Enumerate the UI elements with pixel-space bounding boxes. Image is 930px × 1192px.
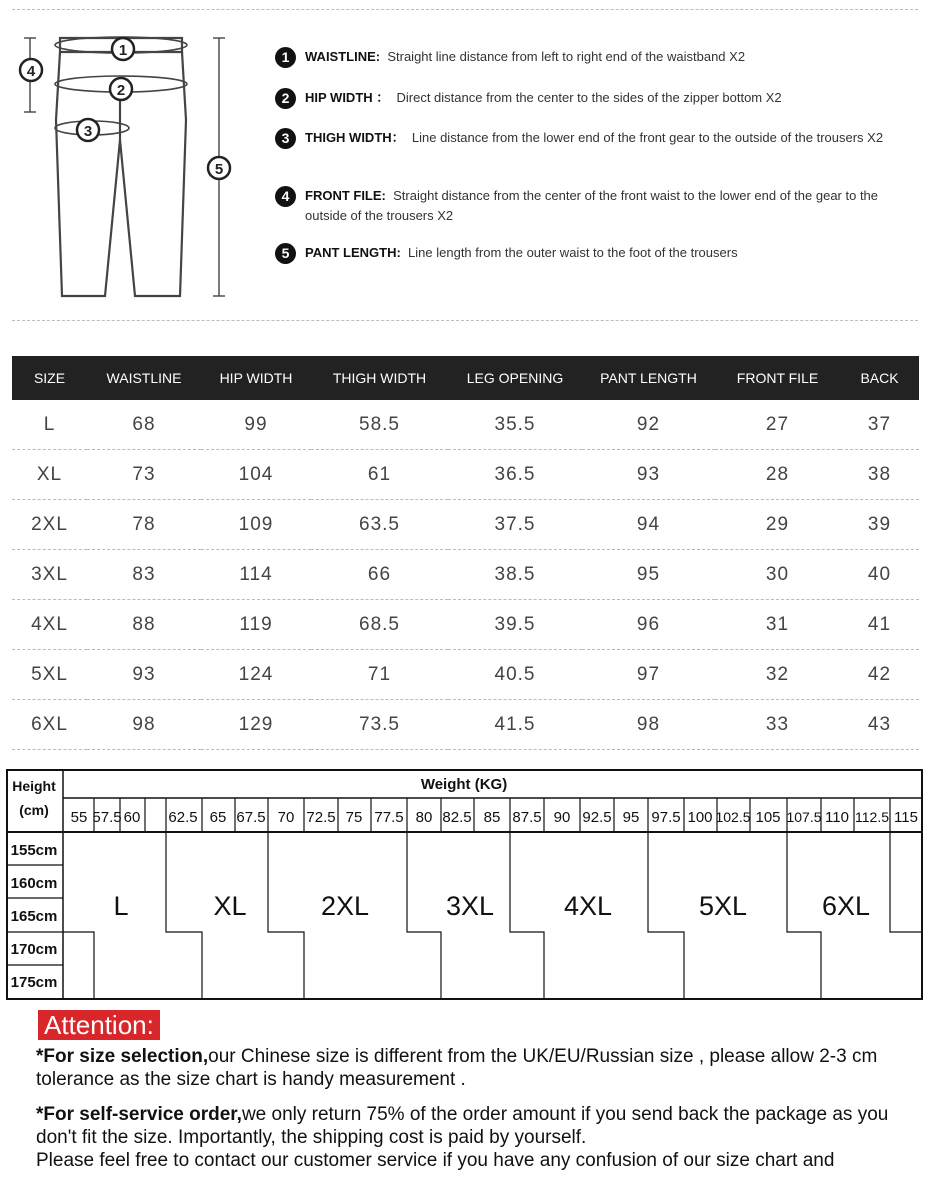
table-cell: 71: [311, 650, 448, 700]
table-cell: 6XL: [12, 700, 87, 750]
table-cell: 78: [87, 500, 201, 550]
measurement-label: PANT LENGTH:: [305, 245, 401, 260]
weight-label: 110: [825, 809, 849, 826]
table-cell: 98: [582, 700, 715, 750]
weight-label: 82.5: [442, 809, 472, 826]
column-header: HIP WIDTH: [201, 356, 311, 400]
table-cell: 28: [715, 450, 840, 500]
size-region-label: 5XL: [698, 891, 748, 921]
table-cell: 39.5: [448, 600, 582, 650]
table-cell: 2XL: [12, 500, 87, 550]
number-1-icon: 1: [275, 47, 296, 68]
table-cell: 119: [201, 600, 311, 650]
weight-label: 107.5: [786, 809, 822, 825]
weight-label: 70: [277, 809, 295, 826]
table-cell: 40: [840, 550, 919, 600]
weight-label: 62.5: [168, 809, 198, 826]
paragraph-bold-lead: *For self-service order,: [36, 1104, 242, 1125]
number-5-icon: 5: [275, 243, 296, 264]
height-label: 160cm: [10, 875, 58, 892]
weight-label: 102.5: [715, 809, 751, 825]
table-cell: 61: [311, 450, 448, 500]
table-cell: 31: [715, 600, 840, 650]
table-cell: 35.5: [448, 400, 582, 450]
table-cell: 39: [840, 500, 919, 550]
table-cell: 38: [840, 450, 919, 500]
height-weight-grid: [6, 769, 924, 1001]
number-3-icon: 3: [275, 128, 296, 149]
measurement-thigh-width: [275, 128, 915, 148]
paragraph-bold-lead: *For size selection,: [36, 1046, 209, 1067]
table-cell: 88: [87, 600, 201, 650]
column-header: PANT LENGTH: [582, 356, 715, 400]
table-cell: 32: [715, 650, 840, 700]
table-cell: 68.5: [311, 600, 448, 650]
table-header-row: [12, 356, 919, 400]
measurement-text: Line length from the outer waist to the foot of the trousers: [408, 245, 738, 260]
weight-label: 55: [70, 809, 88, 826]
size-region-label: XL: [213, 891, 247, 921]
measurement-label: FRONT FILE:: [305, 188, 386, 203]
table-cell: 129: [201, 700, 311, 750]
weight-label: 90: [553, 809, 571, 826]
height-header: Height: [12, 778, 56, 794]
table-cell: 68: [87, 400, 201, 450]
svg-text:3: 3: [83, 123, 93, 140]
table-cell: 63.5: [311, 500, 448, 550]
attention-paragraph-2: [36, 1103, 916, 1149]
paragraph-text: Please feel free to contact our customer service if you have any confusion of our size chart and: [36, 1150, 835, 1171]
table-row: [12, 550, 919, 600]
measurement-label: WAISTLINE:: [305, 49, 381, 64]
measurement-label: THIGH WIDTH：: [305, 130, 405, 145]
table-cell: 83: [87, 550, 201, 600]
table-cell: 96: [582, 600, 715, 650]
column-header: WAISTLINE: [87, 356, 201, 400]
measurement-front-file: [275, 186, 915, 226]
svg-text:1: 1: [118, 42, 128, 59]
table-cell: 58.5: [311, 400, 448, 450]
column-header: SIZE: [12, 356, 87, 400]
column-header: THIGH WIDTH: [311, 356, 448, 400]
table-cell: 114: [201, 550, 311, 600]
table-cell: 92: [582, 400, 715, 450]
middle-divider: [12, 320, 918, 321]
size-region-label: 3XL: [445, 891, 495, 921]
weight-label: 60: [123, 809, 141, 826]
table-cell: 93: [87, 650, 201, 700]
marker-3-icon: [77, 119, 99, 141]
marker-1-icon: [112, 38, 134, 60]
table-row: [12, 600, 919, 650]
table-cell: 93: [582, 450, 715, 500]
measurement-text: Line distance from the lower end of the front gear to the outside of the trousers X2: [411, 130, 884, 145]
paragraph-text: our Chinese size is different from the UK/EU/Russian size , please allow 2-3 cm tolerance as the size chart is handy measurement .: [36, 1046, 878, 1090]
table-row: [12, 650, 919, 700]
marker-4-icon: [20, 59, 42, 81]
table-row: [12, 700, 919, 750]
weight-label: 77.5: [374, 809, 404, 826]
weight-label: 115: [894, 809, 918, 826]
weight-label: 80: [415, 809, 433, 826]
weight-label: 75: [345, 809, 363, 826]
table-cell: 109: [201, 500, 311, 550]
table-cell: 33: [715, 700, 840, 750]
weight-label: 72.5: [306, 809, 336, 826]
table-cell: 36.5: [448, 450, 582, 500]
weight-label: 100: [687, 809, 713, 826]
table-cell: 124: [201, 650, 311, 700]
table-cell: 29: [715, 500, 840, 550]
weight-label: 67.5: [236, 809, 266, 826]
height-label: 165cm: [10, 908, 58, 925]
height-unit: (cm): [19, 802, 49, 818]
table-cell: L: [12, 400, 87, 450]
marker-2-icon: [110, 78, 132, 100]
table-row: [12, 400, 919, 450]
size-table: [12, 356, 919, 750]
weight-label: 97.5: [651, 809, 681, 826]
table-cell: 41: [840, 600, 919, 650]
measurement-text: Direct distance from the center to the sides of the zipper bottom X2: [396, 90, 782, 105]
attention-paragraph-1: [36, 1045, 916, 1091]
weight-label: 65: [209, 809, 227, 826]
table-cell: 40.5: [448, 650, 582, 700]
column-header: BACK: [840, 356, 919, 400]
height-label: 155cm: [10, 842, 58, 859]
measurement-text: Straight line distance from left to right end of the waistband X2: [387, 49, 746, 64]
table-cell: 3XL: [12, 550, 87, 600]
height-label: 175cm: [10, 974, 58, 991]
measurement-text: Straight distance from the center of the front waist to the lower end of the gear to the outside of the trousers X2: [305, 188, 879, 223]
table-cell: 42: [840, 650, 919, 700]
number-2-icon: 2: [275, 88, 296, 109]
number-4-icon: 4: [275, 186, 296, 207]
table-row: [12, 500, 919, 550]
column-header: FRONT FILE: [715, 356, 840, 400]
weight-label: 57.5: [92, 809, 122, 826]
table-cell: 37: [840, 400, 919, 450]
table-cell: 73.5: [311, 700, 448, 750]
measurement-label: HIP WIDTH ：: [305, 90, 390, 105]
table-cell: 37.5: [448, 500, 582, 550]
size-region-label: L: [113, 891, 129, 921]
table-cell: 99: [201, 400, 311, 450]
attention-title: Attention:: [38, 1010, 160, 1040]
table-cell: 95: [582, 550, 715, 600]
table-cell: 94: [582, 500, 715, 550]
table-cell: 66: [311, 550, 448, 600]
measurement-pant-length: [275, 243, 915, 263]
weight-label: 95: [622, 809, 640, 826]
table-cell: 27: [715, 400, 840, 450]
size-region-label: 6XL: [821, 891, 871, 921]
weight-label: 112.5: [855, 809, 889, 825]
weight-label: 87.5: [512, 809, 542, 826]
table-cell: 73: [87, 450, 201, 500]
table-cell: XL: [12, 450, 87, 500]
attention-paragraph-3: [36, 1149, 916, 1172]
paragraph-text: we only return 75% of the order amount if you send back the package as you don't fit the size. Importantly, the shipping cost is paid by yourself.: [36, 1104, 889, 1148]
weight-label: 85: [483, 809, 501, 826]
table-cell: 98: [87, 700, 201, 750]
marker-5-icon: [208, 157, 230, 179]
measurement-hip-width: [275, 88, 915, 108]
size-region-label: 4XL: [563, 891, 613, 921]
table-cell: 41.5: [448, 700, 582, 750]
measurement-waistline: [275, 47, 915, 67]
height-label: 170cm: [10, 941, 58, 958]
weight-title: Weight (KG): [420, 776, 508, 793]
table-cell: 38.5: [448, 550, 582, 600]
svg-text:4: 4: [26, 63, 36, 80]
weight-label: 92.5: [582, 809, 612, 826]
table-cell: 5XL: [12, 650, 87, 700]
weight-label: 105: [755, 809, 781, 826]
table-cell: 30: [715, 550, 840, 600]
table-row: [12, 450, 919, 500]
size-region-label: 2XL: [320, 891, 370, 921]
svg-text:2: 2: [116, 82, 126, 99]
table-cell: 97: [582, 650, 715, 700]
table-cell: 104: [201, 450, 311, 500]
pants-diagram: [0, 0, 260, 310]
column-header: LEG OPENING: [448, 356, 582, 400]
table-cell: 4XL: [12, 600, 87, 650]
table-cell: 43: [840, 700, 919, 750]
svg-text:5: 5: [214, 161, 224, 178]
